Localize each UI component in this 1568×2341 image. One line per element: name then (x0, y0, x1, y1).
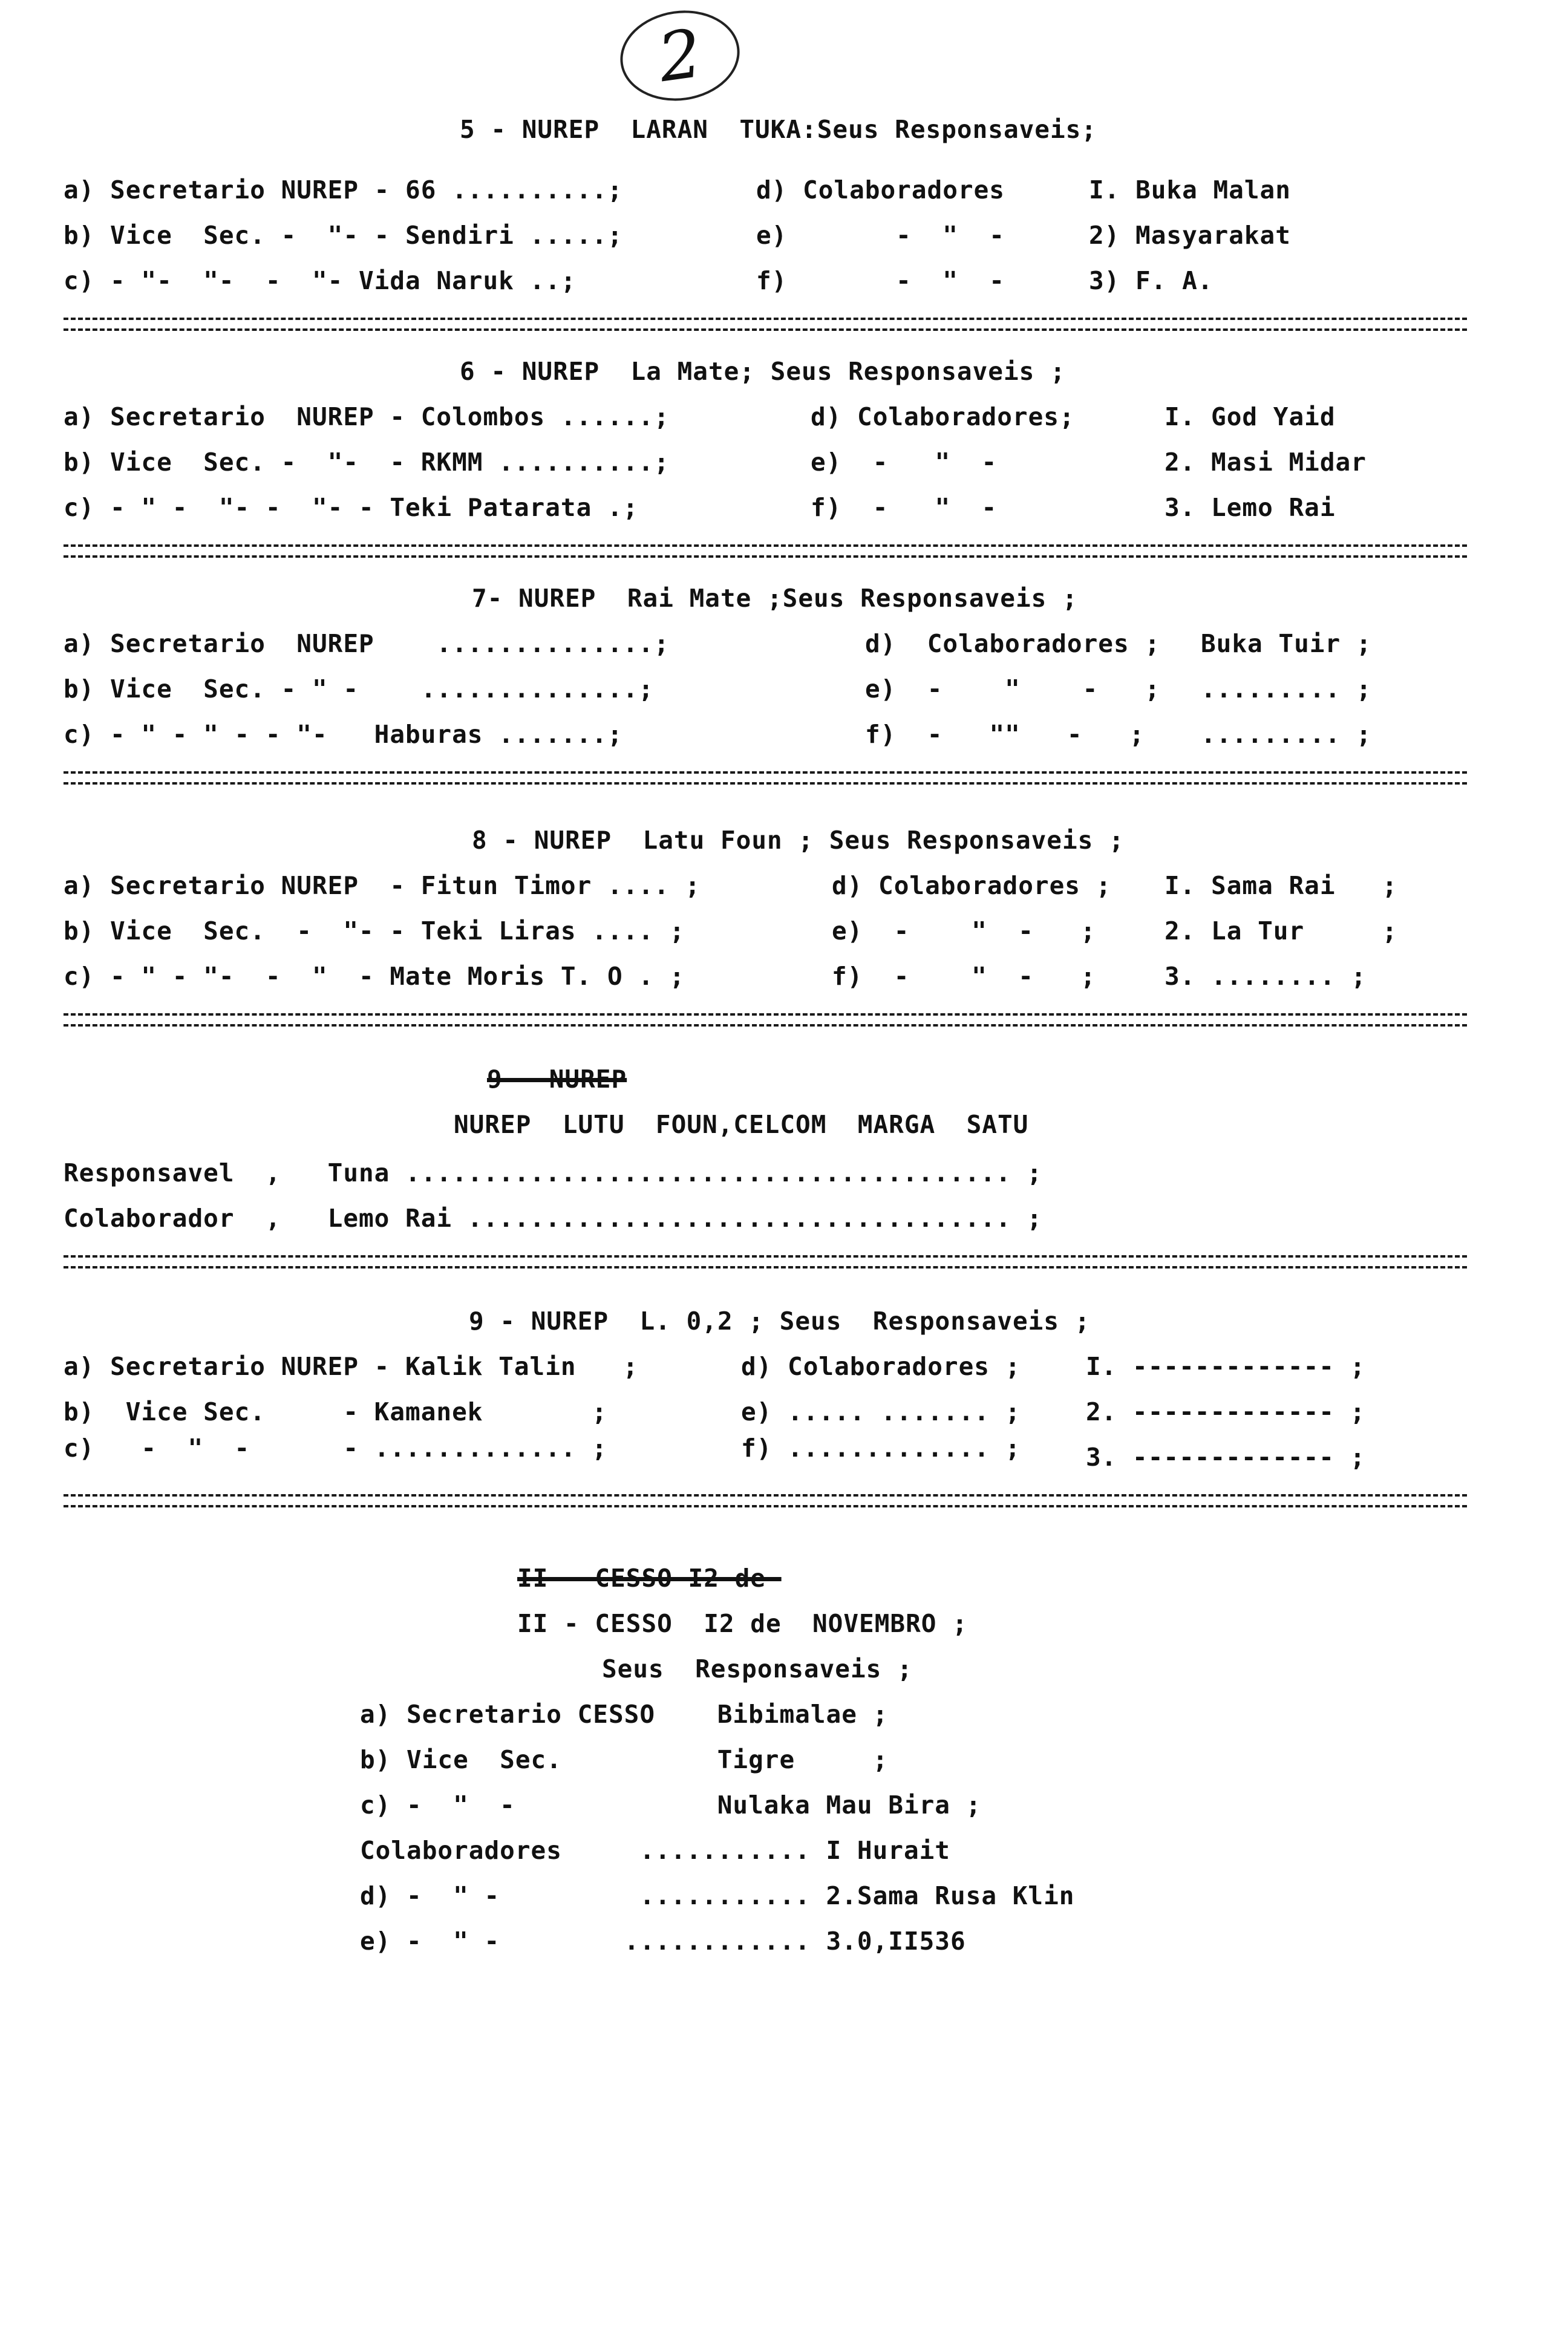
s9-mid-e: e) ..... ....... ; (741, 1397, 1021, 1426)
s5-left-b: b) Vice Sec. - "- - Sendiri .....; (64, 221, 623, 250)
s7-mid-f: f) - "" - ; (865, 720, 1145, 749)
cesso-colaboradores: Colaboradores ........... I Hurait (360, 1836, 950, 1865)
s9-right-3: 3. ------------- ; (1086, 1443, 1366, 1472)
s6-left-a: a) Secretario NUREP - Colombos ......; (64, 402, 670, 431)
struck-heading: 9---NUREP (487, 1065, 627, 1094)
s9-right-1: I. ------------- ; (1086, 1352, 1366, 1381)
s8-right-2: 2. La Tur ; (1165, 916, 1398, 945)
section-9-title: 9 - NUREP L. 0,2 ; Seus Responsaveis ; (469, 1307, 1091, 1336)
s8-right-1: I. Sama Rai ; (1165, 871, 1398, 900)
s6-left-c: c) - " - "- - "- - Teki Patarata .; (64, 493, 639, 522)
cesso-subtitle: Seus Responsaveis ; (602, 1654, 913, 1683)
s7-right-3: ......... ; (1201, 720, 1372, 749)
s7-mid-e: e) - " - ; (865, 674, 1160, 704)
section-5-title: 5 - NUREP LARAN TUKA:Seus Responsaveis; (460, 115, 1097, 144)
cesso-row-b: b) Vice Sec. Tigre ; (360, 1745, 889, 1774)
s5-right-2: 2) Masyarakat (1089, 221, 1291, 250)
s6-mid-e: e) - " - (811, 448, 998, 477)
s5-right-1: I. Buka Malan (1089, 175, 1291, 204)
s7-right-1: Buka Tuir ; (1201, 629, 1372, 658)
page-number: 2 (615, 3, 746, 108)
s5-mid-f: f) - " - (756, 266, 1005, 295)
s9-right-2: 2. ------------- ; (1086, 1397, 1366, 1426)
section-6-title: 6 - NUREP La Mate; Seus Responsaveis ; (460, 357, 1066, 386)
separator-line (64, 1255, 1467, 1268)
s8-right-3: 3. ........ ; (1165, 962, 1367, 991)
s6-right-1: I. God Yaid (1165, 402, 1336, 431)
s6-mid-d: d) Colaboradores; (811, 402, 1075, 431)
s6-left-b: b) Vice Sec. - "- - RKMM ..........; (64, 448, 670, 477)
cesso-row-e: e) - " - ............ 3.0,II536 (360, 1927, 966, 1956)
s7-mid-d: d) Colaboradores ; (865, 629, 1160, 658)
responsavel-row: Responsavel , Tuna ....................................... ; (64, 1158, 1043, 1187)
s8-mid-e: e) - " - ; (832, 916, 1096, 945)
s7-left-a: a) Secretario NUREP ..............; (64, 629, 670, 658)
s6-right-2: 2. Masi Midar (1165, 448, 1367, 477)
s5-mid-d: d) Colaboradores (756, 175, 1005, 204)
s7-right-2: ......... ; (1201, 674, 1372, 704)
s7-left-c: c) - " - " - - "- Haburas .......; (64, 720, 623, 749)
s6-right-3: 3. Lemo Rai (1165, 493, 1336, 522)
section-8-title: 8 - NUREP Latu Foun ; Seus Responsaveis ; (472, 826, 1125, 855)
struck-cesso-heading: II---CESSO-I2-de- (517, 1564, 782, 1593)
colaborador-row: Colaborador , Lemo Rai ................................... ; (64, 1204, 1043, 1233)
s5-right-3: 3) F. A. (1089, 266, 1214, 295)
cesso-row-c: c) - " - Nulaka Mau Bira ; (360, 1791, 982, 1820)
s8-mid-f: f) - " - ; (832, 962, 1096, 991)
cesso-title: II - CESSO I2 de NOVEMBRO ; (517, 1609, 968, 1638)
s8-left-a: a) Secretario NUREP - Fitun Timor .... ; (64, 871, 701, 900)
s7-left-b: b) Vice Sec. - " - ..............; (64, 674, 654, 704)
separator-line (64, 1494, 1467, 1507)
s8-mid-d: d) Colaboradores ; (832, 871, 1112, 900)
s5-mid-e: e) - " - (756, 221, 1005, 250)
separator-line (64, 318, 1467, 331)
nurep-lutu-foun-title: NUREP LUTU FOUN,CELCOM MARGA SATU (454, 1110, 1029, 1139)
cesso-row-a: a) Secretario CESSO Bibimalae ; (360, 1700, 889, 1729)
s9-left-b: b) Vice Sec. - Kamanek ; (64, 1397, 607, 1426)
s8-left-b: b) Vice Sec. - "- - Teki Liras .... ; (64, 916, 685, 945)
s9-mid-f: f) ............. ; (741, 1434, 1021, 1463)
s5-left-a: a) Secretario NUREP - 66 ..........; (64, 175, 623, 204)
s5-left-c: c) - "- "- - "- Vida Naruk ..; (64, 266, 577, 295)
s9-mid-d: d) Colaboradores ; (741, 1352, 1021, 1381)
separator-line (64, 771, 1467, 785)
s8-left-c: c) - " - "- - " - Mate Moris T. O . ; (64, 962, 685, 991)
s9-left-a: a) Secretario NUREP - Kalik Talin ; (64, 1352, 639, 1381)
s6-mid-f: f) - " - (811, 493, 998, 522)
cesso-row-d: d) - " - ........... 2.Sama Rusa Klin (360, 1881, 1075, 1910)
s9-left-c: c) - " - - ............. ; (64, 1434, 607, 1463)
section-7-title: 7- NUREP Rai Mate ;Seus Responsaveis ; (472, 584, 1078, 613)
separator-line (64, 1013, 1467, 1027)
separator-line (64, 544, 1467, 558)
